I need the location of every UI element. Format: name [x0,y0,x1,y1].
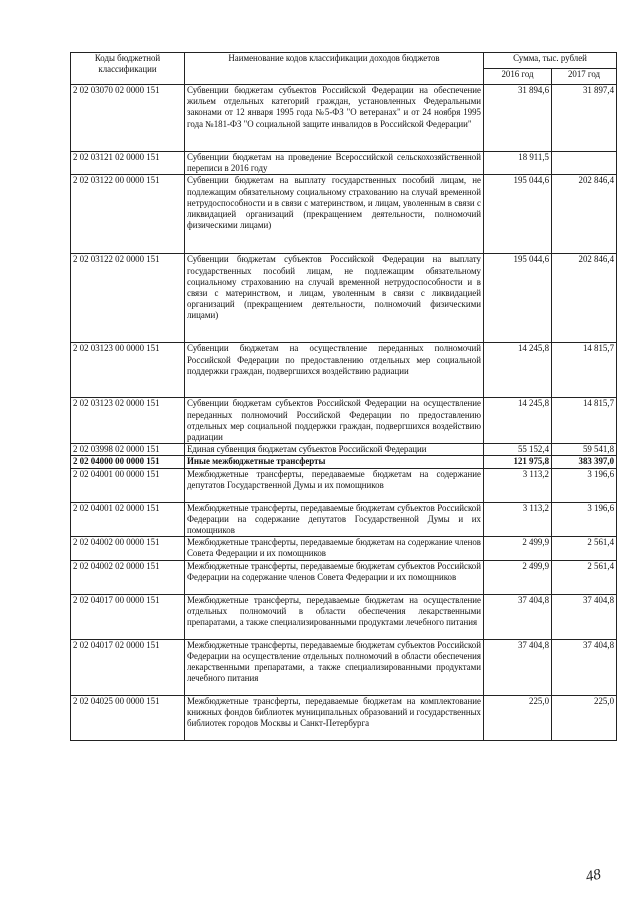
row-value-2016: 18 911,5 [484,152,552,175]
table-row [71,594,617,639]
row-value-2016: 37 404,8 [484,594,552,639]
row-value-2017: 3 196,6 [552,502,617,537]
row-value-2017: 59 541,8 [552,444,617,456]
row-code: 2 02 03123 02 0000 151 [71,398,185,444]
table-row [71,152,617,175]
row-name: Субвенции бюджетам субъектов Российской Федерации на обеспечение жильем отдельных категорий граждан, установленных Федеральными законами от 12 января 1995 года №5-ФЗ "О ветеранах" и от 24 ноября 1995 года №181-ФЗ "О социальной защите инвалидов в Российской Федерации" [185,85,484,152]
row-value-2017: 37 404,8 [552,594,617,639]
row-value-2017: 2 561,4 [552,560,617,594]
header-codes: Коды бюджетной классификации [71,53,185,85]
header-sum: Сумма, тыс. рублей [484,53,617,69]
row-name: Межбюджетные трансферты, передаваемые бюджетам на содержание членов Совета Федерации и их помощников [185,537,484,560]
row-name: Межбюджетные трансферты, передаваемые бюджетам субъектов Российской Федерации на содержание депутатов Государственной Думы и их помощников [185,502,484,537]
row-name: Субвенции бюджетам субъектов Российской Федерации на выплату государственных пособий лицам, не подлежащим обязательному социальному страхованию на случай временной нетрудоспособности и в связи с материнством, и лицам, уволенным в связи с ликвидацией организаций (прекращением деятельности, полномочий физическими лицами) [185,254,484,343]
row-code: 2 02 04002 00 0000 151 [71,537,185,560]
table-row [71,254,617,343]
table-row [71,85,617,152]
row-name: Межбюджетные трансферты, передаваемые бюджетам субъектов Российской Федерации на содержание членов Совета Федерации и их помощников [185,560,484,594]
row-code: 2 02 03122 00 0000 151 [71,175,185,254]
row-value-2017: 225,0 [552,695,617,740]
row-name: Иные межбюджетные трансферты [185,456,484,468]
row-name: Единая субвенция бюджетам субъектов Российской Федерации [185,444,484,456]
row-code: 2 02 04000 00 0000 151 [71,456,185,468]
row-value-2017: 31 897,4 [552,85,617,152]
row-value-2016: 195 044,6 [484,175,552,254]
row-value-2016: 31 894,6 [484,85,552,152]
row-value-2016: 121 975,8 [484,456,552,468]
row-value-2016: 55 152,4 [484,444,552,456]
row-code: 2 02 04002 02 0000 151 [71,560,185,594]
row-code: 2 02 04017 00 0000 151 [71,594,185,639]
row-value-2016: 2 499,9 [484,537,552,560]
header-year-2017: 2017 год [552,69,617,85]
row-value-2017: 14 815,7 [552,398,617,444]
row-name: Межбюджетные трансферты, передаваемые бюджетам на осуществление отдельных полномочий в области обеспечения лекарственными препаратами, а также специализированными продуктами лечебного питания [185,594,484,639]
row-code: 2 02 03070 02 0000 151 [71,85,185,152]
row-code: 2 02 04001 00 0000 151 [71,468,185,502]
table-row [71,537,617,560]
header-name: Наименование кодов классификации доходов бюджетов [185,53,484,85]
row-name: Субвенции бюджетам на выплату государственных пособий лицам, не подлежащим обязательному социальному страхованию на случай временной нетрудоспособности и в связи с материнством, и лицам, уволенным в связи с ликвидацией организаций (прекращением деятельности, полномочий физическими лицами) [185,175,484,254]
row-code: 2 02 04001 02 0000 151 [71,502,185,537]
row-value-2017: 202 846,4 [552,254,617,343]
row-value-2017: 14 815,7 [552,343,617,398]
row-value-2016: 3 113,2 [484,502,552,537]
row-code: 2 02 03121 02 0000 151 [71,152,185,175]
row-value-2016: 37 404,8 [484,639,552,695]
row-code: 2 02 04017 02 0000 151 [71,639,185,695]
row-name: Субвенции бюджетам на осуществление переданных полномочий Российской Федерации по предоставлению отдельных мер социальной поддержки граждан, подвергшихся воздействию радиации [185,343,484,398]
row-name: Межбюджетные трансферты, передаваемые бюджетам на содержание депутатов Государственной Думы и их помощников [185,468,484,502]
row-code: 2 02 03123 00 0000 151 [71,343,185,398]
table-row [71,502,617,537]
table-row [71,468,617,502]
row-value-2016: 14 245,8 [484,343,552,398]
row-code: 2 02 04025 00 0000 151 [71,695,185,740]
row-name: Субвенции бюджетам на проведение Всероссийской сельскохозяйственной переписи в 2016 году [185,152,484,175]
table-row [71,175,617,254]
table-row [71,444,617,456]
row-value-2016: 195 044,6 [484,254,552,343]
row-code: 2 02 03998 02 0000 151 [71,444,185,456]
budget-revenue-table [70,52,617,741]
row-value-2017: 202 846,4 [552,175,617,254]
table-row [71,639,617,695]
row-value-2017: 383 397,0 [552,456,617,468]
row-value-2016: 14 245,8 [484,398,552,444]
row-value-2016: 225,0 [484,695,552,740]
table-row [71,560,617,594]
table-row [71,695,617,740]
row-code: 2 02 03122 02 0000 151 [71,254,185,343]
row-value-2016: 3 113,2 [484,468,552,502]
row-value-2017 [552,152,617,175]
row-name: Межбюджетные трансферты, передаваемые бюджетам на комплектование книжных фондов библиотек муниципальных образований и государственных библиотек городов Москвы и Санкт-Петербурга [185,695,484,740]
table-row-total [71,456,617,468]
page-number: 48 [584,866,603,886]
row-value-2017: 2 561,4 [552,537,617,560]
row-value-2016: 2 499,9 [484,560,552,594]
row-name: Субвенции бюджетам субъектов Российской Федерации на осуществление переданных полномочий Российской Федерации по предоставлению отдельных мер социальной поддержки граждан, подвергшихся воздействию радиации [185,398,484,444]
row-value-2017: 3 196,6 [552,468,617,502]
row-value-2017: 37 404,8 [552,639,617,695]
row-name: Межбюджетные трансферты, передаваемые бюджетам субъектов Российской Федерации на осуществление отдельных полномочий в области обеспечения лекарственными препаратами, а также специализированными продуктами лечебного питания [185,639,484,695]
header-year-2016: 2016 год [484,69,552,85]
table-row [71,398,617,444]
table-row [71,343,617,398]
